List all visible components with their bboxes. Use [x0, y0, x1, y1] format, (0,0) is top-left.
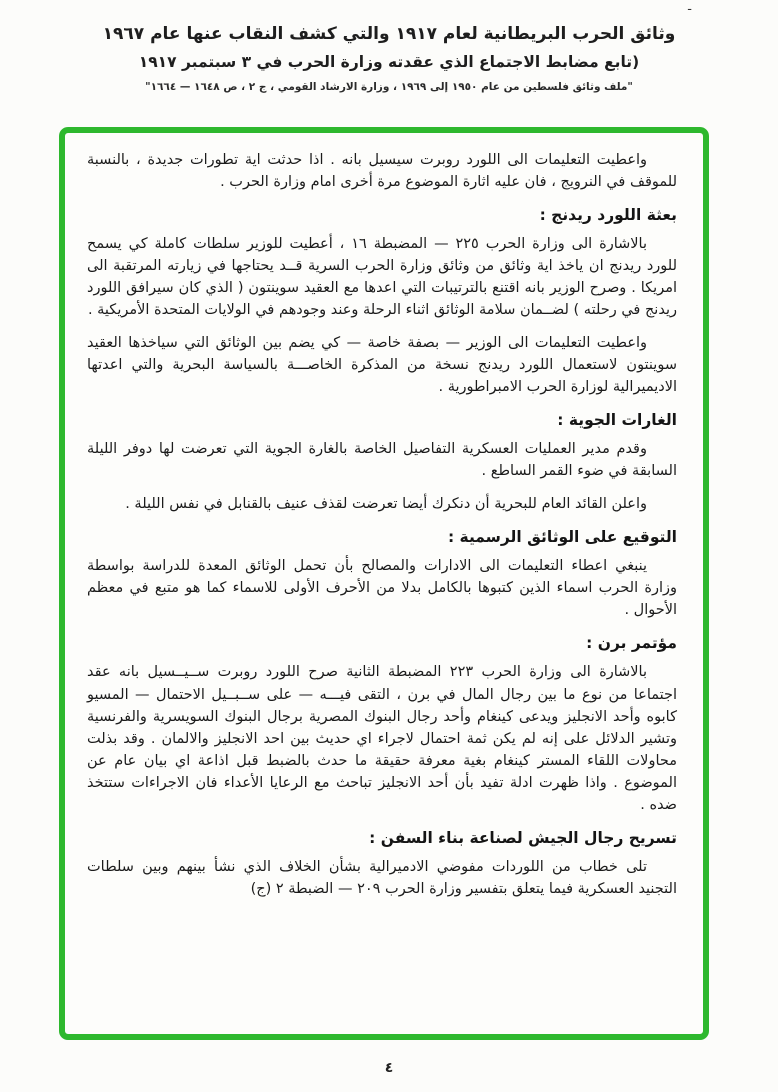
paragraph: واعطيت التعليمات الى اللورد روبرت سيسيل بانه . اذا حدثت اية تطورات جديدة ، بالنسبة للموقف في النرويج ، فان عليه اثارة الموضوع مرة أخرى امام وزارة الحرب .: [87, 152, 677, 191]
paragraph: واعلن القائد العام للبحرية أن دنكرك أيضا تعرضت لقذف عنيف بالقنابل في نفس الليلة .: [125, 496, 647, 513]
highlight-frame: [59, 127, 709, 1040]
paragraph: بالاشارة الى وزارة الحرب ٢٢٥ — المضبطة ١٦ ، أعطيت للوزير سلطات كاملة كي يسمح للورد ريدنج ان ياخذ اية وثائق من وثائق وزارة الحرب السرية قــد يحتاجها في زيارته المرتقبة الى امريكا . وصرح الوزير بانه اقتنع بالترتيبات التي اعدها مع العقيد سوينتون ( الذي كان سيرافق اللورد ريدنج في رحلته ) لضــمان سلامة الوثائق اثناء الرحلة وعند وجودهم في الولايات المتحدة الأمريكية .: [87, 236, 677, 319]
section-heading: مؤتمر برن :: [586, 634, 677, 653]
paragraph: بالاشارة الى وزارة الحرب ٢٢٣ المضبطة الثانية صرح اللورد روبرت ســيــسيل بانه عقد اجتماعا من نوع ما بين رجال المال في برن ، التقى فيـــه — على ســبــيل الاحتمال — المسيو كابوه وأحد الانجليز ويدعى كينغام وأحد رجال البنوك المصرية برجال البنوك السويسرية والفرنسية وتشير الدلائل على إنه لم يكن ثمة احتمال لاجراء اي حديث بين احد الانجليز والالمان . وقد بذلت محاولات اللقاء المستر كينغام بغية معرفة حقيقة ما حدث بالضبط قبل اذاعة اي بيان عام عن الموضوع . واذا ظهرت ادلة تفيد بأن أحد الانجليز تباحث مع الرعايا الأعداء فان الاجراءات ستتخذ ضده .: [87, 664, 677, 813]
top-page-mark: -: [687, 2, 692, 17]
section-heading: بعثة اللورد ريدنج :: [539, 206, 677, 225]
document-source-note: "ملف وثائق فلسطين من عام ١٩٥٠ إلى ١٩٦٩ ، وزارة الارشاد القومي ، ج ٢ ، ص ١٦٤٨ — ١٦٦٤": [145, 81, 633, 93]
page-number: ٤: [384, 1060, 394, 1076]
document-header: [0, 0, 778, 93]
section-heading: التوقيع على الوثائق الرسمية :: [447, 528, 677, 547]
paragraph: ينبغي اعطاء التعليمات الى الادارات والمصالح بأن تحمل الوثائق المعدة للدراسة بواسطة وزارة الحرب اسماء الذين كتبوها بالكامل بدلا من الأحرف الأولى للاسماء كما هو متبع في معظم الأحوال .: [87, 558, 677, 619]
document-title: وثائق الحرب البريطانية لعام ١٩١٧ والتي كشف النقاب عنها عام ١٩٦٧: [102, 24, 676, 44]
paragraph: وقدم مدير العمليات العسكرية التفاصيل الخاصة بالغارة الجوية التي تعرضت لها دوفر الليلة السابقة في ضوء القمر الساطع .: [87, 441, 677, 480]
section-heading: تسريح رجال الجيش لصناعة بناء السفن :: [369, 828, 677, 847]
document-subtitle: (تابع مضابط الاجتماع الذي عقدته وزارة الحرب في ٣ سبتمبر ١٩١٧: [138, 53, 640, 71]
paragraph: تلى خطاب من اللوردات مفوضي الادميرالية بشأن الخلاف الذي نشأ بينهم وبين سلطات التجنيد العسكرية فيما يتعلق بتفسير وزارة الحرب ٢٠٩ — الضبطة ٢ (ج): [87, 858, 677, 897]
section-heading: الغارات الجوية :: [557, 411, 677, 430]
paragraph: واعطيت التعليمات الى الوزير — بصفة خاصة — كي يضم بين الوثائق التي سياخذها العقيد سوينتون لاستعمال اللورد ريدنج نسخة من المذكرة الخاصـــة بالسياسة البحرية والتي اعدتها الاديميرالية لوزارة الحرب الامبراطورية .: [87, 335, 677, 396]
